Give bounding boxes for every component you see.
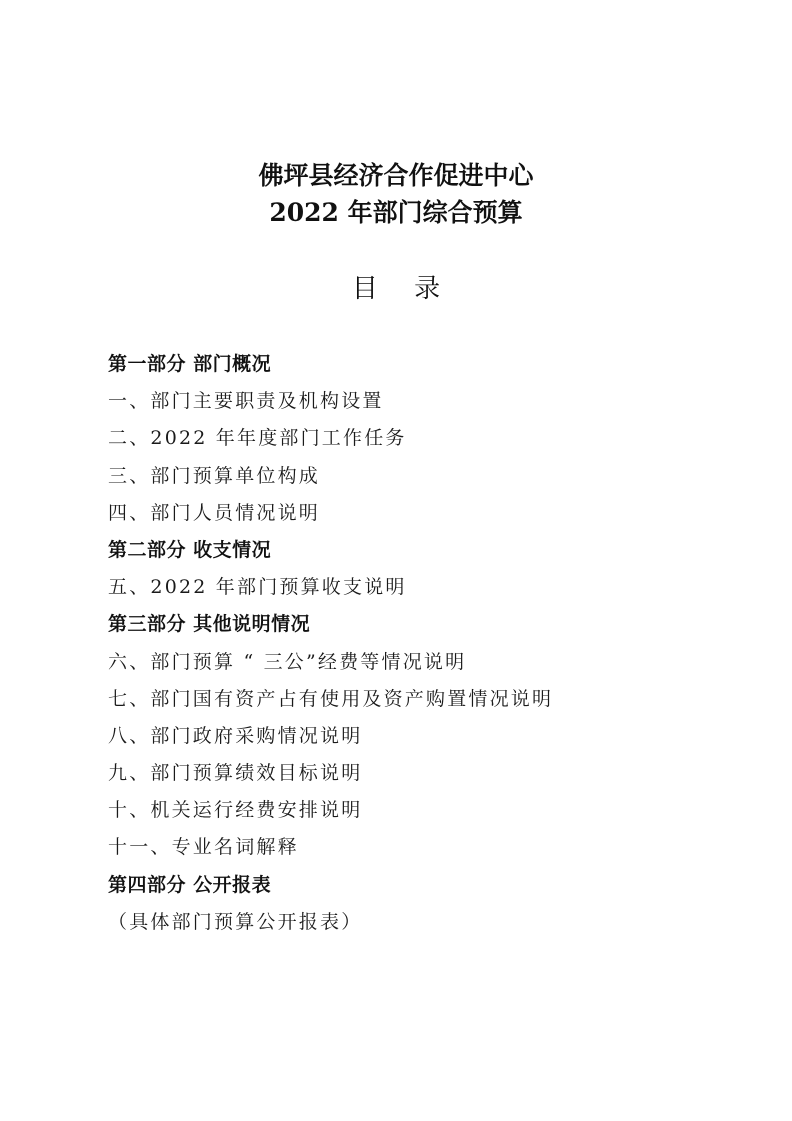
- toc-entry-7: 七、部门国有资产占有使用及资产购置情况说明: [108, 687, 554, 710]
- toc-part-3: 第三部分 其他说明情况: [108, 613, 311, 636]
- toc-heading: 目 录: [351, 274, 455, 304]
- document-title-line2: 2022 年部门综合预算: [269, 198, 523, 227]
- toc-entry-8: 八、部门政府采购情况说明: [108, 724, 363, 747]
- toc-entry-9: 九、部门预算绩效目标说明: [108, 762, 363, 785]
- toc-entry-5: 五、2022 年部门预算收支说明: [108, 576, 407, 599]
- toc-entry-10: 十、机关运行经费安排说明: [108, 799, 363, 822]
- toc-entry-6: 六、部门预算 “ 三公”经费等情况说明: [108, 650, 467, 673]
- toc-entry-2: 二、2022 年年度部门工作任务: [108, 427, 407, 450]
- toc-part-1: 第一部分 部门概况: [108, 353, 272, 375]
- toc-entry-3: 三、部门预算单位构成: [108, 464, 321, 487]
- toc-entry-11: 十一、专业名词解释: [108, 836, 299, 859]
- toc-entry-4: 四、部门人员情况说明: [108, 501, 321, 524]
- toc-part-4: 第四部分 公开报表: [108, 873, 272, 896]
- toc-note: （具体部门预算公开报表）: [108, 910, 363, 933]
- document-title-line1: 佛坪县经济合作促进中心: [258, 161, 534, 190]
- table-of-contents: [108, 346, 748, 941]
- toc-entry-1: 一、部门主要职责及机构设置: [108, 390, 384, 413]
- toc-part-2: 第二部分 收支情况: [108, 538, 272, 561]
